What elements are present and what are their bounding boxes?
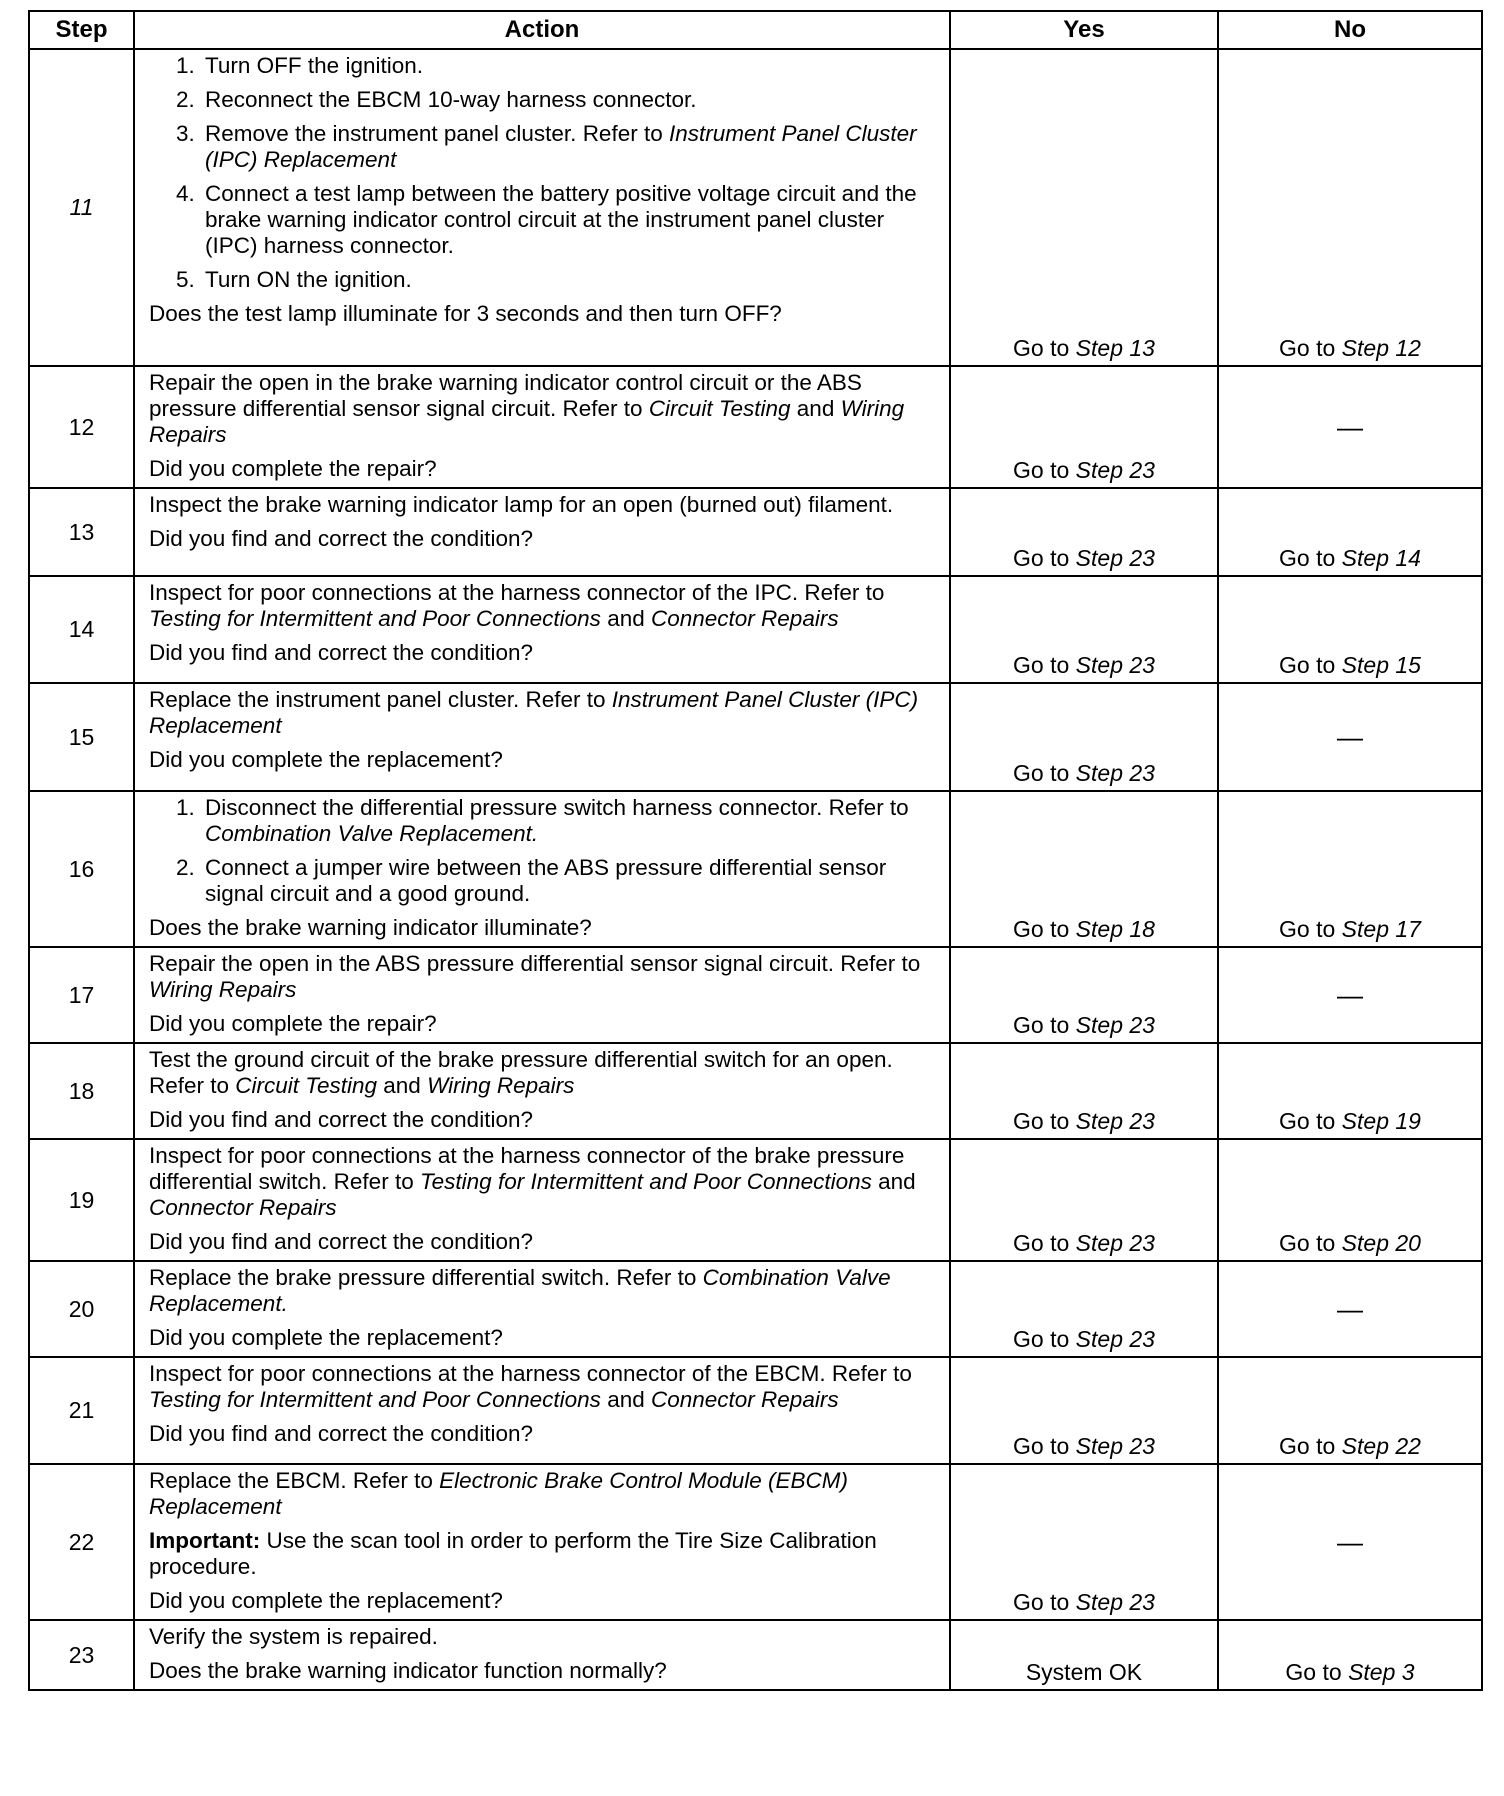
text-segment: Turn ON the ignition. <box>205 267 412 292</box>
answer-step-ref: Step 12 <box>1341 335 1421 361</box>
text-segment: Verify the system is repaired. <box>149 1624 438 1649</box>
no-cell <box>1218 366 1482 488</box>
yes-cell <box>950 1620 1218 1690</box>
table-row <box>29 366 1482 488</box>
table-row <box>29 683 1482 791</box>
step-number: 21 <box>29 1357 134 1464</box>
action-paragraph <box>149 1528 939 1580</box>
table-row <box>29 488 1482 576</box>
action-cell <box>134 1043 950 1139</box>
reference-link-text: Wiring Repairs <box>427 1073 575 1098</box>
action-question: Did you find and correct the condition? <box>149 1421 533 1446</box>
text-segment: Repair the open in the brake warning indicator control circuit or the ABS pressure differential sensor signal circuit. Refer to <box>149 370 862 421</box>
action-paragraph <box>149 1265 939 1317</box>
action-steps-list <box>149 53 939 293</box>
table-row <box>29 1357 1482 1464</box>
action-question: Did you find and correct the condition? <box>149 1229 533 1254</box>
action-cell <box>134 683 950 791</box>
action-paragraph <box>149 1047 939 1099</box>
reference-link-text: Testing for Intermittent and Poor Connections <box>149 606 601 631</box>
answer-step-ref: Step 15 <box>1341 652 1421 678</box>
answer-text: Go to <box>1279 335 1342 361</box>
header-no: No <box>1218 11 1482 49</box>
action-cell <box>134 947 950 1043</box>
action-question: Does the brake warning indicator illuminate? <box>149 915 592 940</box>
answer-step-ref: Step 23 <box>1075 652 1155 678</box>
reference-link-text: Connector Repairs <box>650 1387 839 1412</box>
no-dash: — <box>1337 1527 1363 1557</box>
action-cell <box>134 1357 950 1464</box>
table-row <box>29 1043 1482 1139</box>
text-segment: and <box>600 606 651 631</box>
action-question: Did you complete the repair? <box>149 456 437 481</box>
answer-text: Go to <box>1013 1589 1076 1615</box>
answer-step-ref: Step 23 <box>1075 545 1155 571</box>
reference-link-text: Instrument Panel Cluster (IPC) Replacement <box>205 121 917 172</box>
reference-link-text: Electronic Brake Control Module (EBCM) Replacement <box>149 1468 849 1519</box>
table-row <box>29 947 1482 1043</box>
action-cell <box>134 791 950 947</box>
step-number: 15 <box>29 683 134 791</box>
yes-cell <box>950 1261 1218 1357</box>
reference-link-text: Testing for Intermittent and Poor Connections <box>149 1387 601 1412</box>
answer-step-ref: Step 23 <box>1075 1012 1155 1038</box>
yes-cell <box>950 49 1218 366</box>
no-cell <box>1218 791 1482 947</box>
no-cell <box>1218 1464 1482 1620</box>
text-segment: Reconnect the EBCM 10-way harness connector. <box>205 87 697 112</box>
action-paragraph <box>149 1143 939 1221</box>
answer-step-ref: Step 20 <box>1341 1230 1421 1256</box>
table-row <box>29 1139 1482 1261</box>
answer-text: Go to <box>1279 1230 1342 1256</box>
action-cell <box>134 1261 950 1357</box>
answer-step-ref: Step 23 <box>1075 1230 1155 1256</box>
header-yes: Yes <box>950 11 1218 49</box>
action-paragraph <box>149 1361 939 1413</box>
table-header-row <box>29 11 1482 49</box>
diagnostic-table <box>28 10 1483 1691</box>
action-question: Does the test lamp illuminate for 3 seconds and then turn OFF? <box>149 301 782 326</box>
answer-text: Go to <box>1279 1433 1342 1459</box>
no-cell <box>1218 49 1482 366</box>
step-number: 16 <box>29 791 134 947</box>
answer-text: Go to <box>1285 1659 1349 1685</box>
text-segment: and <box>871 1169 916 1194</box>
action-question: Did you find and correct the condition? <box>149 526 533 551</box>
important-label: Important: <box>149 1528 261 1553</box>
no-dash: — <box>1337 980 1363 1010</box>
text-segment: Inspect the brake warning indicator lamp for an open (burned out) filament. <box>149 492 894 517</box>
action-paragraph <box>149 370 939 448</box>
no-cell <box>1218 1357 1482 1464</box>
text-segment: Disconnect the differential pressure switch harness connector. Refer to <box>205 795 909 820</box>
text-segment: Replace the EBCM. Refer to <box>149 1468 440 1493</box>
diagnostic-table-sheet <box>28 10 1483 1691</box>
reference-link-text: Wiring Repairs <box>149 396 905 447</box>
yes-cell <box>950 1139 1218 1261</box>
answer-step-ref: Step 19 <box>1341 1108 1421 1134</box>
text-segment: Replace the instrument panel cluster. Refer to <box>149 687 612 712</box>
text-segment: and <box>377 1073 428 1098</box>
text-segment: Connect a test lamp between the battery positive voltage circuit and the brake warning indicator control circuit at the instrument panel cluster (IPC) harness connector. <box>205 181 917 258</box>
answer-step-ref: Step 13 <box>1075 335 1155 361</box>
table-row <box>29 576 1482 683</box>
step-number: 23 <box>29 1620 134 1690</box>
action-paragraph <box>149 951 939 1003</box>
answer-step-ref: Step 17 <box>1341 916 1421 942</box>
step-number: 19 <box>29 1139 134 1261</box>
text-segment: Test the ground circuit of the brake pressure differential switch for an open. Refer to <box>149 1047 893 1098</box>
action-step-item <box>201 181 939 259</box>
answer-step-ref: Step 23 <box>1075 1589 1155 1615</box>
action-question: Did you find and correct the condition? <box>149 640 533 665</box>
table-row <box>29 1620 1482 1690</box>
step-number: 13 <box>29 488 134 576</box>
action-paragraph <box>149 1468 939 1520</box>
answer-text: Go to <box>1279 1108 1342 1134</box>
answer-step-ref: Step 23 <box>1075 1326 1155 1352</box>
text-segment: Turn OFF the ignition. <box>205 53 424 78</box>
action-question: Did you find and correct the condition? <box>149 1107 533 1132</box>
yes-cell <box>950 1464 1218 1620</box>
action-step-item <box>201 87 939 113</box>
no-cell <box>1218 683 1482 791</box>
no-cell <box>1218 1139 1482 1261</box>
no-cell <box>1218 576 1482 683</box>
answer-text: Go to <box>1013 1108 1076 1134</box>
yes-cell <box>950 1357 1218 1464</box>
text-segment: and <box>600 1387 651 1412</box>
table-row <box>29 1261 1482 1357</box>
action-question: Did you complete the replacement? <box>149 1325 503 1350</box>
answer-text: Go to <box>1013 545 1076 571</box>
text-segment: Use the scan tool in order to perform the Tire Size Calibration procedure. <box>149 1528 877 1579</box>
answer-text: Go to <box>1279 545 1342 571</box>
answer-step-ref: Step 23 <box>1075 760 1155 786</box>
answer-step-ref: Step 22 <box>1341 1433 1421 1459</box>
action-cell <box>134 576 950 683</box>
step-number: 11 <box>29 49 134 366</box>
action-question: Does the brake warning indicator function normally? <box>149 1658 667 1683</box>
text-segment: Replace the brake pressure differential switch. Refer to <box>149 1265 703 1290</box>
yes-cell <box>950 683 1218 791</box>
answer-step-ref: Step 3 <box>1348 1659 1415 1685</box>
action-cell <box>134 366 950 488</box>
text-segment: Connect a jumper wire between the ABS pressure differential sensor signal circuit and a good ground. <box>205 855 887 906</box>
text-segment: Repair the open in the ABS pressure differential sensor signal circuit. Refer to <box>149 951 921 976</box>
no-dash: — <box>1337 412 1363 442</box>
reference-link-text: Combination Valve Replacement. <box>149 1265 891 1316</box>
action-step-item <box>201 795 939 847</box>
answer-step-ref: Step 18 <box>1075 916 1155 942</box>
yes-cell <box>950 1043 1218 1139</box>
no-cell <box>1218 1261 1482 1357</box>
action-steps-list <box>149 795 939 907</box>
no-cell <box>1218 947 1482 1043</box>
no-cell <box>1218 1043 1482 1139</box>
text-segment: and <box>790 396 841 421</box>
answer-step-ref: Step 23 <box>1075 1433 1155 1459</box>
reference-link-text: Connector Repairs <box>149 1195 337 1220</box>
step-number: 12 <box>29 366 134 488</box>
action-cell <box>134 49 950 366</box>
step-number: 17 <box>29 947 134 1043</box>
reference-link-text: Combination Valve Replacement. <box>205 821 539 846</box>
table-row <box>29 1464 1482 1620</box>
step-number: 14 <box>29 576 134 683</box>
answer-text: Go to <box>1013 1230 1076 1256</box>
action-question: Did you complete the replacement? <box>149 747 503 772</box>
action-step-item <box>201 267 939 293</box>
reference-link-text: Circuit Testing <box>648 396 791 421</box>
action-cell <box>134 1620 950 1690</box>
answer-text: Go to <box>1013 1433 1076 1459</box>
answer-step-ref: Step 23 <box>1075 1108 1155 1134</box>
answer-text: Go to <box>1279 652 1342 678</box>
action-question: Did you complete the replacement? <box>149 1588 503 1613</box>
answer-text: Go to <box>1013 335 1076 361</box>
yes-cell <box>950 488 1218 576</box>
table-row <box>29 49 1482 366</box>
action-cell <box>134 1139 950 1261</box>
text-segment: Inspect for poor connections at the harness connector of the EBCM. Refer to <box>149 1361 912 1386</box>
header-action: Action <box>134 11 950 49</box>
reference-link-text: Wiring Repairs <box>149 977 297 1002</box>
step-number: 22 <box>29 1464 134 1620</box>
reference-link-text: Circuit Testing <box>235 1073 378 1098</box>
action-cell <box>134 1464 950 1620</box>
action-paragraph <box>149 687 939 739</box>
no-dash: — <box>1337 1294 1363 1324</box>
answer-text: System OK <box>1025 1659 1143 1685</box>
table-row <box>29 791 1482 947</box>
step-number: 20 <box>29 1261 134 1357</box>
answer-text: Go to <box>1013 760 1076 786</box>
action-question: Did you complete the repair? <box>149 1011 437 1036</box>
answer-step-ref: Step 23 <box>1075 457 1155 483</box>
action-step-item <box>201 53 939 79</box>
answer-text: Go to <box>1013 916 1076 942</box>
yes-cell <box>950 791 1218 947</box>
action-step-item <box>201 121 939 173</box>
step-number: 18 <box>29 1043 134 1139</box>
text-segment: Remove the instrument panel cluster. Refer to <box>205 121 669 146</box>
yes-cell <box>950 947 1218 1043</box>
action-paragraph <box>149 492 939 518</box>
action-paragraph <box>149 1624 939 1650</box>
action-paragraph <box>149 580 939 632</box>
action-step-item <box>201 855 939 907</box>
answer-text: Go to <box>1013 1012 1076 1038</box>
reference-link-text: Connector Repairs <box>650 606 839 631</box>
no-dash: — <box>1337 722 1363 752</box>
answer-text: Go to <box>1279 916 1342 942</box>
reference-link-text: Instrument Panel Cluster (IPC) Replacement <box>149 687 919 738</box>
no-cell <box>1218 1620 1482 1690</box>
yes-cell <box>950 576 1218 683</box>
text-segment: Inspect for poor connections at the harness connector of the brake pressure differential switch. Refer to <box>149 1143 905 1194</box>
answer-step-ref: Step 14 <box>1341 545 1421 571</box>
action-cell <box>134 488 950 576</box>
answer-text: Go to <box>1013 457 1076 483</box>
no-cell <box>1218 488 1482 576</box>
answer-text: Go to <box>1013 1326 1076 1352</box>
reference-link-text: Testing for Intermittent and Poor Connections <box>419 1169 872 1194</box>
answer-text: Go to <box>1013 652 1076 678</box>
yes-cell <box>950 366 1218 488</box>
text-segment: Inspect for poor connections at the harness connector of the IPC. Refer to <box>149 580 885 605</box>
header-step: Step <box>29 11 134 49</box>
